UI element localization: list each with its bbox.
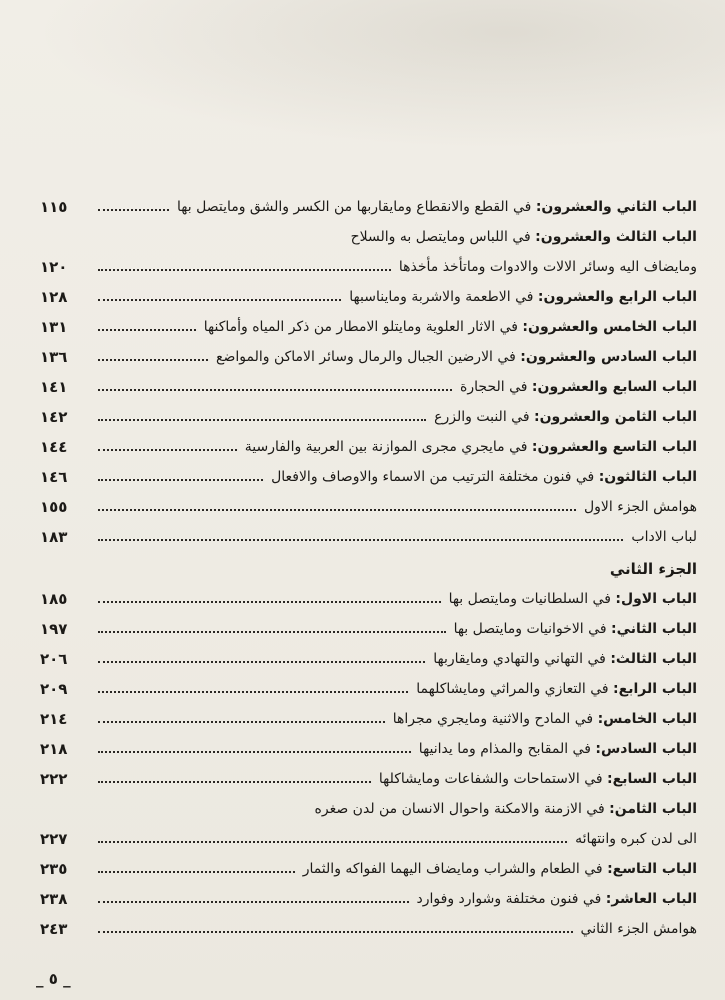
toc-entry [40, 728, 697, 758]
dot-leader [98, 359, 208, 361]
toc-entry-page: ١١٥ [40, 198, 68, 216]
toc-entry-page: ١٤٤ [40, 438, 68, 456]
dot-leader [98, 721, 385, 723]
dot-leader [98, 389, 452, 391]
toc-entry [40, 396, 697, 426]
dot-leader [98, 269, 391, 271]
toc-entry-label: الباب الرابع: [613, 681, 697, 697]
toc-entry-label: الباب السابع: [607, 771, 697, 787]
toc-entry-text: في الاثار العلوية ومايتلو الامطار من ذكر المياه وأماكنها [203, 319, 518, 335]
toc-entry-title [241, 438, 697, 456]
toc-entry-text: في الازمنة والامكنة واحوال الانسان من لدن صغره [314, 801, 605, 817]
toc-entry-page: ٢٣٥ [40, 860, 68, 878]
toc-entry-label: الباب السادس: [595, 741, 697, 757]
toc-entry-title [375, 770, 697, 788]
toc-entry-label: الباب الاول: [615, 591, 697, 607]
dot-leader [98, 539, 623, 541]
toc-entry [40, 698, 697, 728]
toc-entry-text: في التهاني والتهادي ومايقاربها [433, 651, 606, 667]
toc-entry-title [311, 800, 697, 818]
dot-leader [98, 841, 567, 843]
toc-entry-page: ١٤٦ [40, 468, 68, 486]
toc-entry-title [345, 288, 697, 306]
toc-entry-page: ٢٢٧ [40, 830, 68, 848]
toc-entry-label: الباب الثالث: [610, 651, 697, 667]
toc-entry-title [577, 920, 697, 938]
toc-entry-text: في فنون مختلفة وشوارد وفوارد [416, 891, 602, 907]
toc-entry-title [571, 830, 697, 848]
toc-entry-text: في المادح والاثنية ومايجري مجراها [392, 711, 594, 727]
toc-entry-title [415, 740, 697, 758]
dot-leader [98, 661, 425, 663]
toc-entry-label: الباب الرابع والعشرون: [537, 289, 697, 305]
toc-entry-text: في الاطعمة والاشربة ومايناسبها [349, 289, 534, 305]
toc-entry-title [299, 860, 697, 878]
toc-entry [40, 216, 697, 246]
toc-entry-text: في التعازي والمراثي ومايشاكلهما [416, 681, 609, 697]
toc-entry-text: في اللباس ومايتصل به والسلاح [350, 229, 531, 245]
toc-entry-text: ومايضاف اليه وسائر الالات والادوات وماتأخذ مأخذها [398, 259, 697, 275]
toc-entry [40, 818, 697, 848]
toc-entry-text: في السلطانيات ومايتصل بها [448, 591, 611, 607]
toc-entry-title [395, 258, 697, 276]
toc-entry-page: ١٨٥ [40, 590, 68, 608]
toc-entry [40, 456, 697, 486]
toc-entry-text: في الطعام والشراب ومايضاف اليهما الفواكه والثمار [302, 861, 603, 877]
toc-entry-label: الباب الثاني: [610, 621, 697, 637]
toc-entry [40, 366, 697, 396]
dot-leader [98, 479, 263, 481]
dot-leader [98, 601, 441, 603]
toc-entry-page: ٢١٤ [40, 710, 68, 728]
dot-leader [98, 631, 446, 633]
toc-entry-title [347, 228, 697, 246]
page-number: _ ٥ _ [36, 970, 71, 988]
toc-entry-title [173, 198, 697, 216]
toc-entry-text: في النبت والزرع [434, 409, 530, 425]
dot-leader [98, 299, 341, 301]
toc-entry-text: لباب الاداب [631, 529, 697, 545]
dot-leader [98, 901, 409, 903]
toc-entry-page: ١٥٥ [40, 498, 68, 516]
toc-entry-label: الباب التاسع: [607, 861, 697, 877]
toc-entry-text: في الحجارة [460, 379, 528, 395]
toc-entry-text: في المقابح والمذام وما يدانيها [418, 741, 591, 757]
dot-leader [98, 509, 576, 511]
toc-entry [40, 848, 697, 878]
toc-entry [40, 908, 697, 938]
toc-entry-page: ١٣١ [40, 318, 68, 336]
toc-entry-label: الباب الثالثون: [598, 469, 697, 485]
toc-entry-text: هوامش الجزء الثاني [580, 921, 697, 937]
dot-leader [98, 871, 295, 873]
toc-entry-text: في الارضين الجبال والرمال وسائر الاماكن والمواضع [216, 349, 516, 365]
toc-entry-page: ٢٣٨ [40, 890, 68, 908]
toc-entry [40, 276, 697, 306]
dot-leader [98, 329, 196, 331]
bleed-through-shadow [0, 0, 725, 160]
toc-entry-page: ٢٠٦ [40, 650, 68, 668]
toc-entry-title [212, 348, 697, 366]
toc-entry-label: الباب التاسع والعشرون: [531, 439, 697, 455]
toc-entry-title [389, 710, 697, 728]
toc-entry-page: ١٤٢ [40, 408, 68, 426]
toc-entry [40, 336, 697, 366]
toc-entry-text: هوامش الجزء الاول [583, 499, 697, 515]
toc-entry-title [580, 498, 697, 516]
toc-entry [40, 758, 697, 788]
toc-entry-title [445, 590, 697, 608]
toc-entry-page: ٢٠٩ [40, 680, 68, 698]
toc-entry-title [267, 468, 697, 486]
toc-entry [40, 246, 697, 276]
toc-entry-text: في فنون مختلفة الترتيب من الاسماء والاوصاف والافعال [271, 469, 595, 485]
toc-entry [40, 306, 697, 336]
toc-entry-text: في الاستماحات والشفاعات ومايشاكلها [378, 771, 603, 787]
toc-entry-text: في القطع والانقطاع ومايقاربها من الكسر والشق ومايتصل بها [177, 199, 532, 215]
toc-entry [40, 486, 697, 516]
toc-entry [40, 578, 697, 608]
toc-entry-title [200, 318, 697, 336]
toc-entry-label: الباب الثامن: [609, 801, 697, 817]
toc-entry-text: الى لدن كبره وانتهائه [575, 831, 697, 847]
toc-entry [40, 186, 697, 216]
dot-leader [98, 449, 237, 451]
part2-heading: الجزء الثاني [609, 560, 697, 578]
toc-entry-page: ١٢٠ [40, 258, 68, 276]
toc-entry-text: في الاخوانيات ومايتصل بها [453, 621, 607, 637]
part1-list [40, 186, 697, 546]
toc-entry-label: الباب السابع والعشرون: [531, 379, 697, 395]
toc-entry-label: الباب العاشر: [605, 891, 697, 907]
toc-entry-page: ١٨٣ [40, 528, 68, 546]
dot-leader [98, 931, 573, 933]
dot-leader [98, 209, 169, 211]
toc-entry-page: ١٤١ [40, 378, 68, 396]
toc-entry-title [456, 378, 697, 396]
toc-entry-title [429, 650, 697, 668]
toc-entry [40, 878, 697, 908]
toc-entry-page: ١٢٨ [40, 288, 68, 306]
toc-entry [40, 426, 697, 456]
toc-entry-label: الباب الثامن والعشرون: [533, 409, 697, 425]
toc-entry [40, 638, 697, 668]
toc-entry [40, 668, 697, 698]
toc-entry-title [412, 680, 697, 698]
toc-entry-title [450, 620, 697, 638]
toc-entry-page: ٢٤٣ [40, 920, 68, 938]
toc-entry-label: الباب الثاني والعشرون: [535, 199, 697, 215]
toc-entry-page: ٢٢٢ [40, 770, 68, 788]
toc-entry [40, 608, 697, 638]
table-of-contents [40, 186, 697, 938]
dot-leader [98, 781, 371, 783]
toc-entry-label: الباب الثالث والعشرون: [535, 229, 697, 245]
dot-leader [98, 691, 408, 693]
toc-entry-title [413, 890, 697, 908]
toc-entry-title [430, 408, 697, 426]
toc-entry-label: الباب الخامس: [597, 711, 697, 727]
dot-leader [98, 751, 411, 753]
toc-entry [40, 788, 697, 818]
dot-leader [98, 419, 426, 421]
toc-entry-label: الباب السادس والعشرون: [520, 349, 697, 365]
part2-list [40, 578, 697, 938]
toc-entry [40, 516, 697, 546]
toc-entry-title [627, 528, 697, 546]
toc-entry-page: ١٣٦ [40, 348, 68, 366]
toc-entry-page: ١٩٧ [40, 620, 68, 638]
toc-entry-label: الباب الخامس والعشرون: [522, 319, 697, 335]
toc-entry-page: ٢١٨ [40, 740, 68, 758]
toc-entry-text: في مايجري مجرى الموازنة بين العربية والفارسية [244, 439, 528, 455]
